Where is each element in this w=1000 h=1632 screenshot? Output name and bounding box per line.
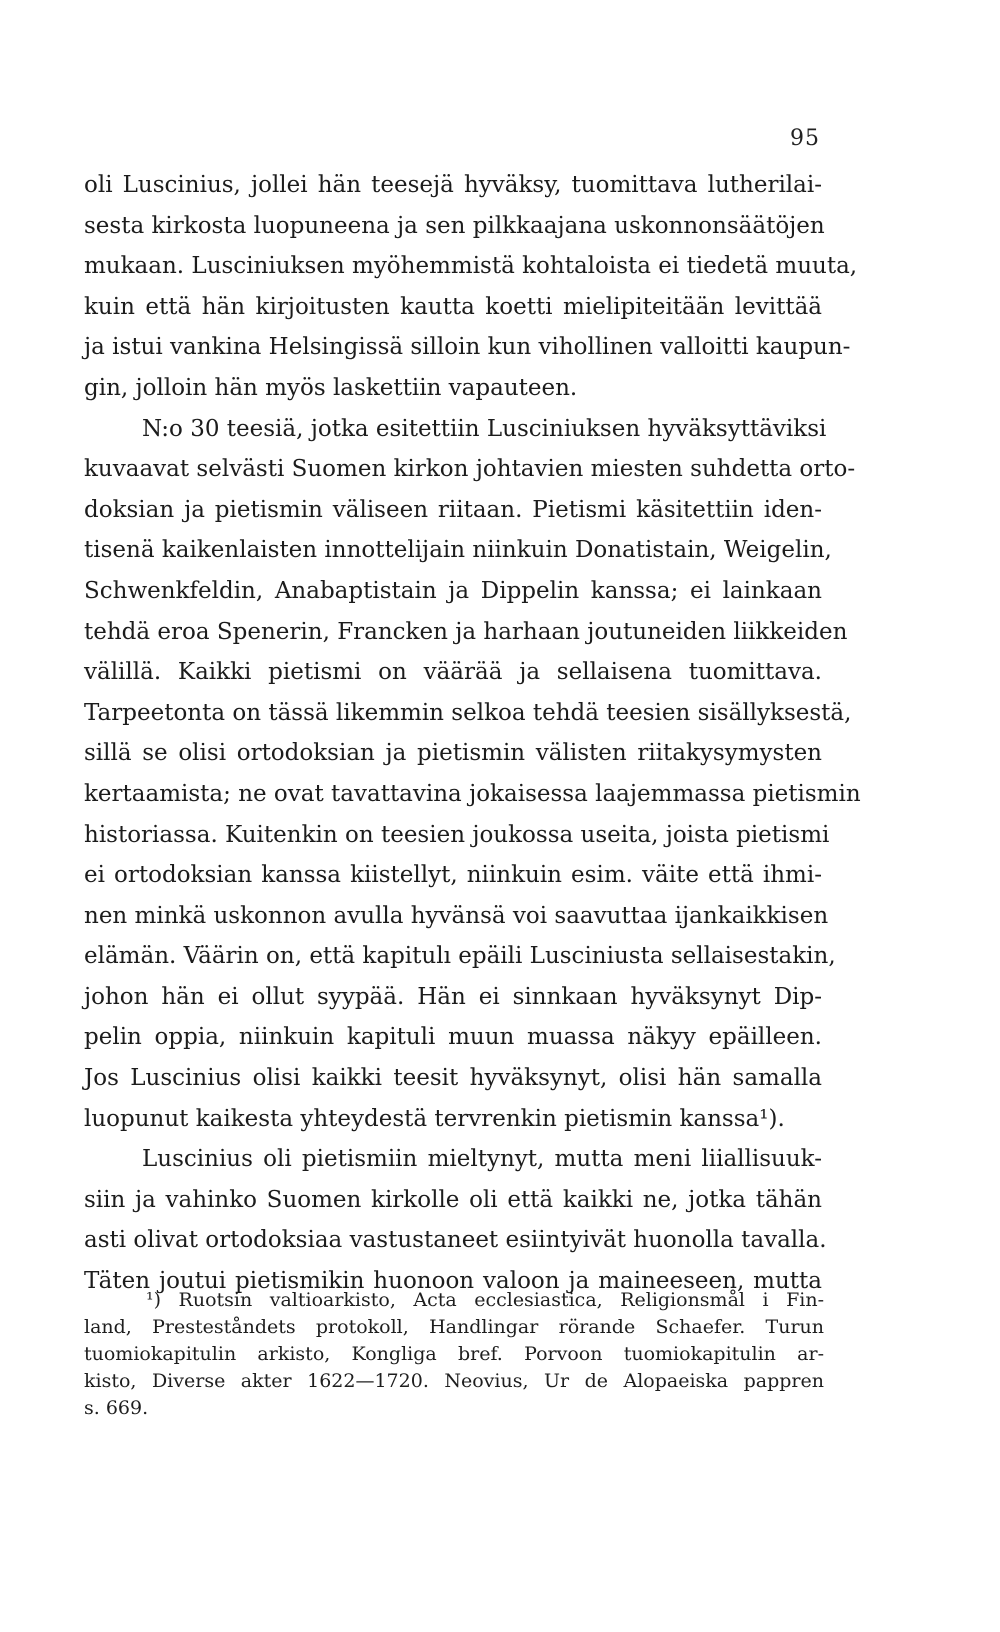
text-line: tisenä kaikenlaisten innottelijain niinkuin Donatistain, Weigelin, [84,537,832,564]
page-number: 95 [790,126,820,151]
text-line: johon hän ei ollut syypää. Hän ei sinnkaan hyväksynyt Dip- [84,983,822,1010]
body-text [84,165,861,1302]
text-line: Schwenkfeldin, Anabaptistain ja Dippelin kanssa; ei lainkaan [84,577,822,604]
text-line: sesta kirkosta luopuneena ja sen pilkkaajana uskonnonsäätöjen [84,212,825,239]
footnote-line: land, Presteståndets protokoll, Handlingar rörande Schaefer. Turun [84,1316,824,1338]
footnotes [84,1287,824,1422]
text-line: mukaan. Lusciniuksen myöhemmistä kohtaloista ei tiedetä muuta, [84,253,858,280]
footnote-line: kisto, Diverse akter 1622—1720. Neovius, Ur de Alopaeiska pappren [84,1370,824,1392]
text-line: oli Luscinius, jollei hän teesejä hyväksy, tuomittava lutherilai- [84,172,822,198]
text-line: Jos Luscinius olisi kaikki teesit hyväksynyt, olisi hän samalla [84,1065,822,1092]
text-line: asti olivat ortodoksiaa vastustaneet esiintyivät huonolla tavalla. [84,1227,827,1254]
text-line: ei ortodoksian kanssa kiistellyt, niinkuin esim. väite että ihmi- [84,862,822,889]
text-line: ja istui vankina Helsingissä silloin kun vihollinen valloitti kaupun- [84,334,851,361]
text-line: Luscinius oli pietismiin mieltynyt, mutta meni liiallisuuk- [142,1146,822,1173]
text-line: Täten joutui pietismikin huonoon valoon ja maineeseen, mutta [84,1268,822,1295]
text-line: nen minkä uskonnon avulla hyvänsä voi saavuttaa ijankaikkisen [84,902,829,929]
text-line: elämän. Väärin on, että kapitulı epäili Lusciniusta sellaisestakin, [84,943,836,970]
text-line: välillä. Kaikki pietismi on väärää ja sellaisena tuomittava. [84,659,822,686]
text-line: kertaamista; ne ovat tavattavina jokaisessa laajemmassa pietismin [84,780,861,807]
text-line: gin, jolloin hän myös laskettiin vapauteen. [84,374,578,401]
text-line: pelin oppia, niinkuin kapituli muun muassa näkyy epäilleen. [84,1024,822,1051]
text-line: Tarpeetonta on tässä likemmin selkoa tehdä teesien sisällyksestä, [84,699,852,726]
text-line: doksian ja pietismin väliseen riitaan. Pietismi käsitettiin iden- [84,496,822,523]
text-line: sillä se olisi ortodoksian ja pietismin välisten riitakysymysten [84,740,822,767]
text-line: tehdä eroa Spenerin, Francken ja harhaan joutuneiden liikkeiden [84,618,848,645]
text-line: siin ja vahinko Suomen kirkolle oli että kaikki ne, jotka tähän [84,1186,822,1213]
text-line: luopunut kaikesta yhteydestä tervrenkin pietismin kanssa¹). [84,1105,785,1132]
footnote-line: s. 669. [84,1397,149,1419]
text-line: historiassa. Kuitenkin on teesien joukossa useita, joista pietismi [84,821,830,848]
text-line: kuin että hän kirjoitusten kautta koetti mielipiteitään levittää [84,293,822,320]
footnote-line: tuomiokapitulin arkisto, Kongliga bref. Porvoon tuomiokapitulin ar- [84,1343,824,1365]
text-line: kuvaavat selvästi Suomen kirkon johtavien miesten suhdetta orto- [84,456,856,483]
text-line: N:o 30 teesiä, jotka esitettiin Lusciniuksen hyväksyttäviksi [142,415,827,442]
footnote-line: ¹) Ruotsin valtioarkisto, Acta ecclesiastica, Religionsmål i Fin- [146,1289,824,1311]
